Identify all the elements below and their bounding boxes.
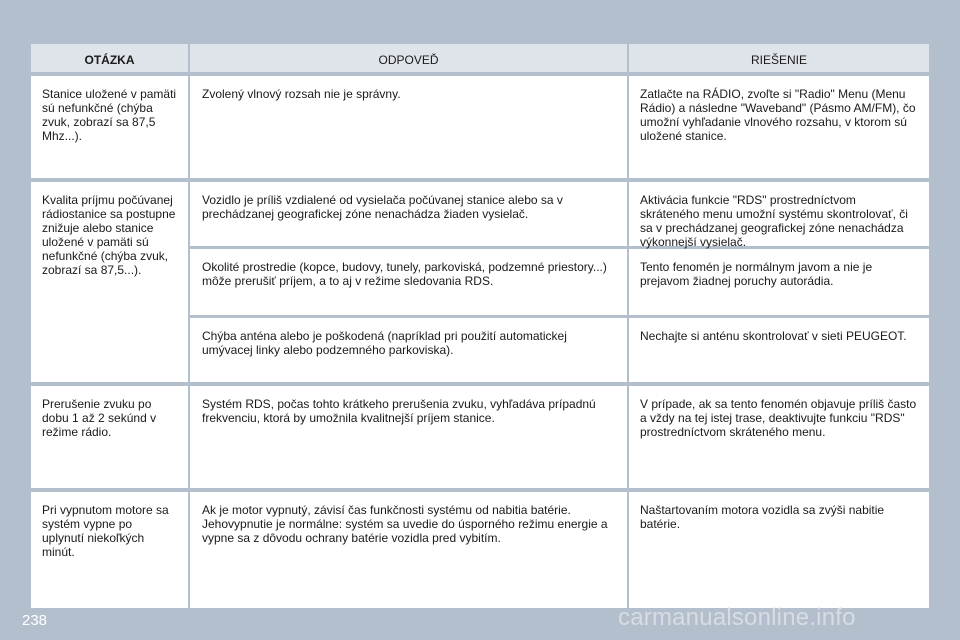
header-question: OTÁZKA [31, 44, 188, 72]
header-answer: ODPOVEĎ [190, 44, 627, 72]
row4-solution: Naštartovaním motora vozidla sa zvýši nabitie batérie. [629, 492, 929, 608]
row4-answer: Ak je motor vypnutý, závisí čas funkčnosti systému od nabitia batérie. Jehovypnutie je normálne: systém sa uvedie do úsporného režimu energie a vypne sa z dôvodu ochrany batérie vozidla pred vybitím. [190, 492, 627, 608]
row3-answer: Systém RDS, počas tohto krátkeho prerušenia zvuku, vyhľadáva prípadnú frekvenciu, ktorá by umožnila kvalitnejší príjem stanice. [190, 386, 627, 488]
row1-question: Stanice uložené v pamäti sú nefunkčné (chýba zvuk, zobrazí sa 87,5 Mhz...). [31, 76, 188, 178]
row1-answer: Zvolený vlnový rozsah nie je správny. [190, 76, 627, 178]
row2-answer-3: Chýba anténa alebo je poškodená (napríklad pri použití automatickej umývacej linky alebo podzemného parkoviska). [190, 318, 627, 382]
row2-question: Kvalita príjmu počúvanej rádiostanice sa postupne znižuje alebo stanice uložené v pamäti sú nefunkčné (chýba zvuk, zobrazí sa 87,5...). [31, 182, 188, 382]
row2-answer-2: Okolité prostredie (kopce, budovy, tunely, parkoviská, podzemné priestory...) môže prerušiť príjem, a to aj v režime sledovania RDS. [190, 249, 627, 315]
page-number: 238 [22, 612, 48, 629]
row2-answer-1: Vozidlo je príliš vzdialené od vysielača počúvanej stanice alebo sa v prechádzanej geografickej zóne nenachádza žiaden vysielač. [190, 182, 627, 246]
row2-solution-1: Aktivácia funkcie "RDS" prostredníctvom skráteného menu umožní systému skontrolovať, či sa v prechádzanej geografickej zóne nenachádza výkonnejší vysielač. [629, 182, 929, 246]
row2-solution-3: Nechajte si anténu skontrolovať v sieti PEUGEOT. [629, 318, 929, 382]
row3-solution: V prípade, ak sa tento fenomén objavuje príliš často a vždy na tej istej trase, deaktivujte funkciu "RDS" prostredníctvom skráteného menu. [629, 386, 929, 488]
row2-solution-2: Tento fenomén je normálnym javom a nie je prejavom žiadnej poruchy autorádia. [629, 249, 929, 315]
row3-question: Prerušenie zvuku po dobu 1 až 2 sekúnd v režime rádio. [31, 386, 188, 488]
row4-question: Pri vypnutom motore sa systém vypne po uplynutí niekoľkých minút. [31, 492, 188, 608]
header-solution: RIEŠENIE [629, 44, 929, 72]
row1-solution: Zatlačte na RÁDIO, zvoľte si "Radio" Menu (Menu Rádio) a následne "Waveband" (Pásmo AM/FM), čo umožní vyhľadanie vlnového rozsahu, v ktorom sú uložené stanice. [629, 76, 929, 178]
watermark: carmanualsonline.info [618, 604, 856, 631]
